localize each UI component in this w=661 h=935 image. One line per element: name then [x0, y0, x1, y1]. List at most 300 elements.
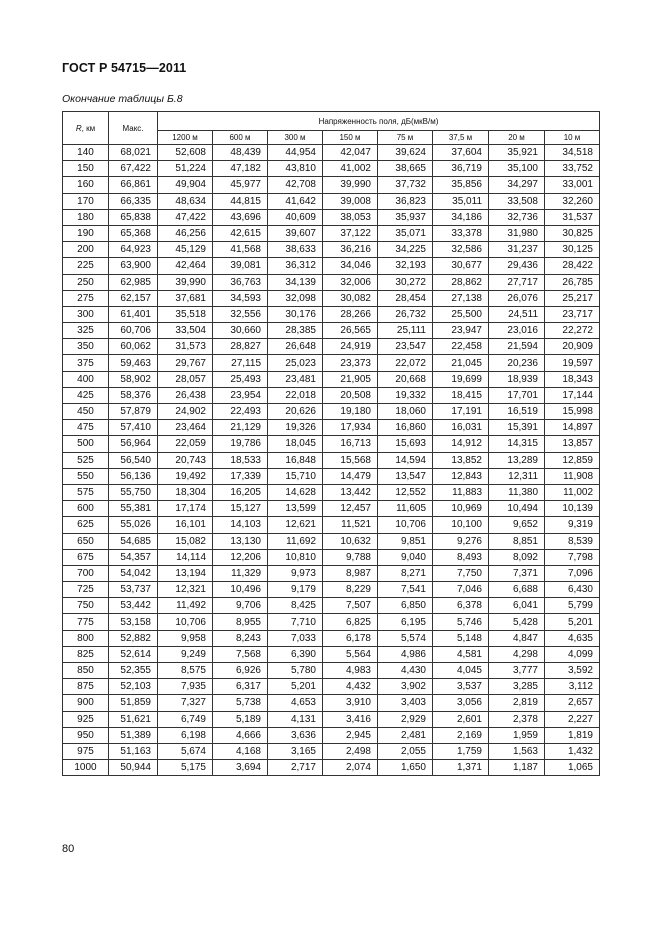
- cell-value: 39,008: [323, 193, 378, 209]
- cell-value: 41,642: [268, 193, 323, 209]
- cell-value: 5,189: [213, 711, 268, 727]
- table-row: [63, 323, 600, 339]
- document-code: ГОСТ Р 54715—2011: [62, 61, 187, 75]
- cell-value: 14,479: [323, 468, 378, 484]
- table-row: [63, 225, 600, 241]
- cell-value: 40,609: [268, 209, 323, 225]
- cell-distance: 625: [63, 517, 109, 533]
- cell-value: 6,390: [268, 646, 323, 662]
- cell-value: 2,945: [323, 727, 378, 743]
- cell-value: 28,862: [433, 274, 489, 290]
- cell-value: 15,568: [323, 452, 378, 468]
- cell-value: 34,297: [489, 177, 545, 193]
- header-distance-unit: , км: [81, 123, 96, 133]
- cell-distance: 900: [63, 695, 109, 711]
- cell-value: 49,904: [158, 177, 213, 193]
- cell-value: 18,415: [433, 387, 489, 403]
- cell-max: 53,158: [109, 614, 158, 630]
- header-distance-symbol: R: [75, 123, 82, 133]
- table-row: [63, 663, 600, 679]
- cell-max: 54,685: [109, 533, 158, 549]
- cell-value: 10,496: [213, 582, 268, 598]
- cell-value: 24,511: [489, 306, 545, 322]
- cell-value: 38,665: [378, 161, 433, 177]
- cell-value: 34,225: [378, 242, 433, 258]
- cell-distance: 1000: [63, 760, 109, 776]
- cell-value: 45,977: [213, 177, 268, 193]
- table-row: [63, 274, 600, 290]
- cell-value: 9,249: [158, 646, 213, 662]
- cell-distance: 500: [63, 436, 109, 452]
- cell-value: 1,819: [545, 727, 600, 743]
- cell-distance: 975: [63, 743, 109, 759]
- cell-max: 66,861: [109, 177, 158, 193]
- header-distance: [63, 112, 109, 145]
- cell-value: 26,648: [268, 339, 323, 355]
- cell-value: 3,285: [489, 679, 545, 695]
- cell-value: 36,763: [213, 274, 268, 290]
- cell-value: 28,266: [323, 306, 378, 322]
- cell-value: 23,954: [213, 387, 268, 403]
- table-row: [63, 711, 600, 727]
- cell-value: 17,701: [489, 387, 545, 403]
- cell-max: 51,389: [109, 727, 158, 743]
- cell-value: 23,464: [158, 420, 213, 436]
- cell-value: 3,777: [489, 663, 545, 679]
- cell-max: 51,163: [109, 743, 158, 759]
- cell-value: 20,743: [158, 452, 213, 468]
- cell-value: 23,016: [489, 323, 545, 339]
- cell-distance: 350: [63, 339, 109, 355]
- cell-value: 35,100: [489, 161, 545, 177]
- cell-value: 32,586: [433, 242, 489, 258]
- cell-value: 30,272: [378, 274, 433, 290]
- cell-max: 67,422: [109, 161, 158, 177]
- cell-value: 18,343: [545, 371, 600, 387]
- table-row: [63, 258, 600, 274]
- cell-value: 17,191: [433, 404, 489, 420]
- cell-value: 9,958: [158, 630, 213, 646]
- cell-max: 64,923: [109, 242, 158, 258]
- cell-max: 57,879: [109, 404, 158, 420]
- cell-value: 30,825: [545, 225, 600, 241]
- table-row: [63, 290, 600, 306]
- cell-value: 33,508: [489, 193, 545, 209]
- cell-value: 4,168: [213, 743, 268, 759]
- cell-value: 16,519: [489, 404, 545, 420]
- cell-value: 3,056: [433, 695, 489, 711]
- cell-max: 58,902: [109, 371, 158, 387]
- cell-value: 16,860: [378, 420, 433, 436]
- cell-value: 2,819: [489, 695, 545, 711]
- cell-value: 26,076: [489, 290, 545, 306]
- cell-distance: 725: [63, 582, 109, 598]
- cell-value: 17,339: [213, 468, 268, 484]
- cell-distance: 875: [63, 679, 109, 695]
- cell-value: 12,621: [268, 517, 323, 533]
- cell-value: 39,990: [158, 274, 213, 290]
- cell-value: 16,031: [433, 420, 489, 436]
- cell-value: 33,378: [433, 225, 489, 241]
- cell-value: 16,205: [213, 484, 268, 500]
- cell-value: 2,169: [433, 727, 489, 743]
- cell-value: 10,632: [323, 533, 378, 549]
- cell-value: 7,371: [489, 565, 545, 581]
- cell-value: 37,604: [433, 145, 489, 161]
- cell-value: 8,955: [213, 614, 268, 630]
- cell-value: 4,432: [323, 679, 378, 695]
- cell-value: 4,983: [323, 663, 378, 679]
- cell-value: 28,057: [158, 371, 213, 387]
- table-row: [63, 533, 600, 549]
- cell-value: 18,939: [489, 371, 545, 387]
- cell-max: 52,103: [109, 679, 158, 695]
- cell-value: 11,692: [268, 533, 323, 549]
- cell-value: 11,002: [545, 484, 600, 500]
- table-row: [63, 193, 600, 209]
- cell-value: 45,129: [158, 242, 213, 258]
- cell-value: 10,706: [378, 517, 433, 533]
- cell-value: 15,998: [545, 404, 600, 420]
- cell-value: 39,081: [213, 258, 268, 274]
- table-row: [63, 145, 600, 161]
- cell-value: 11,329: [213, 565, 268, 581]
- cell-value: 4,666: [213, 727, 268, 743]
- cell-value: 10,100: [433, 517, 489, 533]
- cell-value: 3,694: [213, 760, 268, 776]
- cell-value: 5,201: [545, 614, 600, 630]
- cell-max: 53,442: [109, 598, 158, 614]
- cell-value: 15,693: [378, 436, 433, 452]
- cell-value: 4,635: [545, 630, 600, 646]
- cell-value: 43,810: [268, 161, 323, 177]
- cell-value: 47,422: [158, 209, 213, 225]
- cell-value: 14,315: [489, 436, 545, 452]
- cell-value: 2,074: [323, 760, 378, 776]
- cell-value: 22,018: [268, 387, 323, 403]
- cell-value: 42,464: [158, 258, 213, 274]
- cell-value: 25,493: [213, 371, 268, 387]
- cell-max: 54,042: [109, 565, 158, 581]
- cell-value: 37,122: [323, 225, 378, 241]
- cell-value: 13,442: [323, 484, 378, 500]
- cell-value: 13,852: [433, 452, 489, 468]
- cell-value: 11,883: [433, 484, 489, 500]
- cell-value: 26,785: [545, 274, 600, 290]
- cell-distance: 400: [63, 371, 109, 387]
- cell-value: 6,198: [158, 727, 213, 743]
- cell-value: 44,815: [213, 193, 268, 209]
- cell-value: 3,165: [268, 743, 323, 759]
- cell-value: 6,430: [545, 582, 600, 598]
- cell-value: 22,072: [378, 355, 433, 371]
- cell-value: 11,908: [545, 468, 600, 484]
- cell-value: 6,378: [433, 598, 489, 614]
- cell-value: 12,321: [158, 582, 213, 598]
- cell-value: 19,326: [268, 420, 323, 436]
- cell-max: 65,838: [109, 209, 158, 225]
- cell-value: 51,224: [158, 161, 213, 177]
- header-height: 37,5 м: [433, 131, 489, 145]
- cell-max: 59,463: [109, 355, 158, 371]
- cell-max: 58,376: [109, 387, 158, 403]
- cell-max: 62,157: [109, 290, 158, 306]
- table-row: [63, 339, 600, 355]
- cell-value: 6,178: [323, 630, 378, 646]
- cell-value: 35,071: [378, 225, 433, 241]
- table-row: [63, 436, 600, 452]
- cell-value: 25,500: [433, 306, 489, 322]
- cell-value: 32,260: [545, 193, 600, 209]
- cell-value: 21,594: [489, 339, 545, 355]
- cell-value: 32,006: [323, 274, 378, 290]
- page-number: 80: [62, 843, 75, 855]
- cell-value: 41,002: [323, 161, 378, 177]
- cell-value: 10,139: [545, 501, 600, 517]
- cell-value: 32,098: [268, 290, 323, 306]
- cell-value: 14,594: [378, 452, 433, 468]
- cell-value: 8,575: [158, 663, 213, 679]
- cell-value: 44,954: [268, 145, 323, 161]
- cell-value: 8,092: [489, 549, 545, 565]
- table-row: [63, 646, 600, 662]
- cell-value: 36,216: [323, 242, 378, 258]
- cell-max: 57,410: [109, 420, 158, 436]
- cell-value: 13,194: [158, 565, 213, 581]
- cell-value: 19,597: [545, 355, 600, 371]
- cell-value: 19,492: [158, 468, 213, 484]
- cell-value: 6,317: [213, 679, 268, 695]
- cell-value: 8,271: [378, 565, 433, 581]
- cell-value: 8,243: [213, 630, 268, 646]
- cell-value: 5,799: [545, 598, 600, 614]
- cell-value: 9,973: [268, 565, 323, 581]
- table-row: [63, 404, 600, 420]
- cell-value: 4,131: [268, 711, 323, 727]
- cell-value: 11,521: [323, 517, 378, 533]
- header-height: 600 м: [213, 131, 268, 145]
- cell-value: 18,304: [158, 484, 213, 500]
- cell-distance: 800: [63, 630, 109, 646]
- cell-value: 8,987: [323, 565, 378, 581]
- cell-value: 15,127: [213, 501, 268, 517]
- cell-value: 23,547: [378, 339, 433, 355]
- header-max: Макс.: [109, 112, 158, 145]
- cell-value: 18,060: [378, 404, 433, 420]
- cell-distance: 550: [63, 468, 109, 484]
- cell-value: 5,564: [323, 646, 378, 662]
- cell-value: 29,436: [489, 258, 545, 274]
- cell-value: 3,416: [323, 711, 378, 727]
- cell-value: 20,236: [489, 355, 545, 371]
- cell-value: 1,563: [489, 743, 545, 759]
- cell-value: 13,857: [545, 436, 600, 452]
- cell-value: 10,494: [489, 501, 545, 517]
- cell-value: 30,660: [213, 323, 268, 339]
- cell-distance: 575: [63, 484, 109, 500]
- cell-value: 26,565: [323, 323, 378, 339]
- cell-value: 48,439: [213, 145, 268, 161]
- cell-value: 2,929: [378, 711, 433, 727]
- cell-value: 7,568: [213, 646, 268, 662]
- cell-value: 6,041: [489, 598, 545, 614]
- cell-value: 7,096: [545, 565, 600, 581]
- cell-value: 8,851: [489, 533, 545, 549]
- cell-distance: 140: [63, 145, 109, 161]
- cell-value: 4,986: [378, 646, 433, 662]
- table-row: [63, 452, 600, 468]
- cell-value: 1,650: [378, 760, 433, 776]
- cell-value: 5,175: [158, 760, 213, 776]
- cell-value: 6,195: [378, 614, 433, 630]
- cell-value: 12,859: [545, 452, 600, 468]
- cell-value: 36,823: [378, 193, 433, 209]
- table-row: [63, 630, 600, 646]
- cell-value: 9,851: [378, 533, 433, 549]
- cell-value: 16,713: [323, 436, 378, 452]
- cell-value: 36,312: [268, 258, 323, 274]
- cell-value: 2,498: [323, 743, 378, 759]
- cell-max: 62,985: [109, 274, 158, 290]
- cell-max: 55,750: [109, 484, 158, 500]
- table-row: [63, 420, 600, 436]
- cell-value: 13,599: [268, 501, 323, 517]
- cell-value: 9,706: [213, 598, 268, 614]
- cell-value: 22,059: [158, 436, 213, 452]
- table-row: [63, 517, 600, 533]
- cell-value: 5,428: [489, 614, 545, 630]
- cell-distance: 275: [63, 290, 109, 306]
- cell-max: 54,357: [109, 549, 158, 565]
- cell-value: 25,111: [378, 323, 433, 339]
- cell-value: 26,732: [378, 306, 433, 322]
- cell-value: 14,103: [213, 517, 268, 533]
- cell-distance: 160: [63, 177, 109, 193]
- cell-value: 1,432: [545, 743, 600, 759]
- table-row: [63, 565, 600, 581]
- table-row: [63, 760, 600, 776]
- cell-value: 14,114: [158, 549, 213, 565]
- cell-value: 39,990: [323, 177, 378, 193]
- table-row: [63, 355, 600, 371]
- cell-value: 3,910: [323, 695, 378, 711]
- cell-distance: 190: [63, 225, 109, 241]
- cell-value: 28,385: [268, 323, 323, 339]
- table-caption: Окончание таблицы Б.8: [62, 93, 183, 105]
- cell-value: 21,905: [323, 371, 378, 387]
- cell-max: 56,540: [109, 452, 158, 468]
- cell-value: 47,182: [213, 161, 268, 177]
- cell-value: 37,732: [378, 177, 433, 193]
- header-height: 75 м: [378, 131, 433, 145]
- cell-value: 7,033: [268, 630, 323, 646]
- cell-max: 55,026: [109, 517, 158, 533]
- cell-value: 38,053: [323, 209, 378, 225]
- cell-distance: 925: [63, 711, 109, 727]
- cell-max: 68,021: [109, 145, 158, 161]
- cell-value: 4,581: [433, 646, 489, 662]
- cell-value: 19,180: [323, 404, 378, 420]
- cell-value: 9,040: [378, 549, 433, 565]
- cell-value: 27,115: [213, 355, 268, 371]
- cell-value: 4,099: [545, 646, 600, 662]
- cell-value: 36,719: [433, 161, 489, 177]
- cell-value: 3,403: [378, 695, 433, 711]
- table-row: [63, 387, 600, 403]
- cell-value: 2,227: [545, 711, 600, 727]
- cell-value: 9,652: [489, 517, 545, 533]
- cell-value: 30,125: [545, 242, 600, 258]
- header-height: 1200 м: [158, 131, 213, 145]
- cell-value: 9,276: [433, 533, 489, 549]
- cell-value: 35,921: [489, 145, 545, 161]
- cell-distance: 225: [63, 258, 109, 274]
- cell-value: 4,847: [489, 630, 545, 646]
- cell-value: 25,217: [545, 290, 600, 306]
- field-strength-table: [62, 111, 600, 776]
- cell-value: 6,688: [489, 582, 545, 598]
- cell-max: 56,964: [109, 436, 158, 452]
- cell-value: 5,674: [158, 743, 213, 759]
- cell-value: 39,607: [268, 225, 323, 241]
- cell-distance: 950: [63, 727, 109, 743]
- cell-value: 27,138: [433, 290, 489, 306]
- table-row: [63, 598, 600, 614]
- cell-value: 52,608: [158, 145, 213, 161]
- cell-value: 21,045: [433, 355, 489, 371]
- cell-value: 9,179: [268, 582, 323, 598]
- cell-value: 34,186: [433, 209, 489, 225]
- header-height: 10 м: [545, 131, 600, 145]
- table-row: [63, 468, 600, 484]
- cell-value: 37,681: [158, 290, 213, 306]
- cell-value: 1,959: [489, 727, 545, 743]
- cell-distance: 170: [63, 193, 109, 209]
- cell-value: 8,539: [545, 533, 600, 549]
- cell-value: 11,492: [158, 598, 213, 614]
- cell-value: 31,980: [489, 225, 545, 241]
- cell-value: 17,174: [158, 501, 213, 517]
- cell-value: 10,969: [433, 501, 489, 517]
- cell-value: 7,750: [433, 565, 489, 581]
- cell-distance: 475: [63, 420, 109, 436]
- cell-value: 33,504: [158, 323, 213, 339]
- cell-distance: 250: [63, 274, 109, 290]
- cell-value: 4,430: [378, 663, 433, 679]
- cell-distance: 325: [63, 323, 109, 339]
- cell-value: 20,909: [545, 339, 600, 355]
- cell-value: 1,371: [433, 760, 489, 776]
- cell-value: 13,289: [489, 452, 545, 468]
- cell-distance: 375: [63, 355, 109, 371]
- cell-value: 46,256: [158, 225, 213, 241]
- cell-value: 23,947: [433, 323, 489, 339]
- cell-value: 4,045: [433, 663, 489, 679]
- cell-value: 7,327: [158, 695, 213, 711]
- cell-distance: 750: [63, 598, 109, 614]
- cell-value: 6,749: [158, 711, 213, 727]
- cell-value: 5,574: [378, 630, 433, 646]
- cell-value: 8,229: [323, 582, 378, 598]
- cell-value: 7,507: [323, 598, 378, 614]
- cell-value: 35,518: [158, 306, 213, 322]
- cell-value: 25,023: [268, 355, 323, 371]
- cell-value: 9,788: [323, 549, 378, 565]
- cell-value: 7,710: [268, 614, 323, 630]
- cell-value: 30,176: [268, 306, 323, 322]
- cell-value: 9,319: [545, 517, 600, 533]
- cell-value: 17,934: [323, 420, 378, 436]
